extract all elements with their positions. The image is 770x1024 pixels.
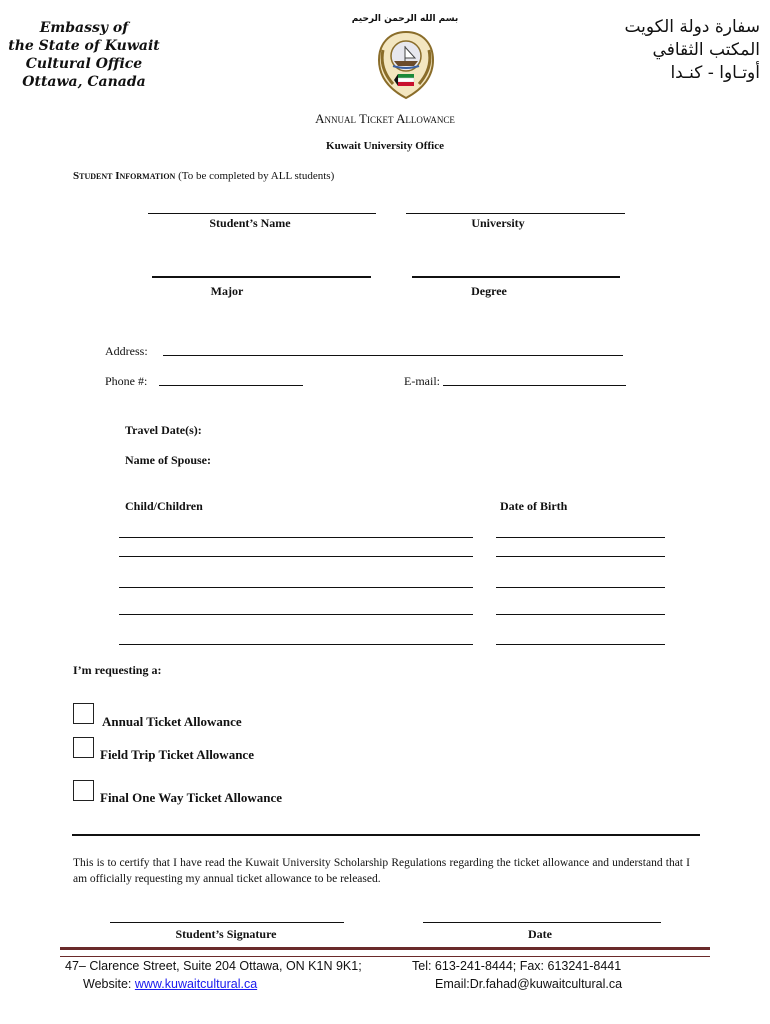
arabic-line-3: أوتـاوا - كنـدا xyxy=(670,63,760,83)
embassy-english-block xyxy=(8,19,160,91)
date-label: Date xyxy=(528,927,552,941)
dob-line-3[interactable] xyxy=(496,587,665,588)
arabic-line-2: المكتب الثقافي xyxy=(652,40,760,60)
dob-line-5[interactable] xyxy=(496,644,665,645)
embassy-arabic-block xyxy=(595,16,760,85)
final-one-way-label: Final One Way Ticket Allowance xyxy=(100,790,283,805)
degree-label: Degree xyxy=(471,284,507,298)
phone-line[interactable] xyxy=(159,385,303,386)
child-line-5[interactable] xyxy=(119,644,473,645)
footer-website-link[interactable]: www.kuwaitcultural.ca xyxy=(134,977,258,991)
student-info-heading-row xyxy=(73,170,334,182)
request-label: I’m requesting a: xyxy=(73,663,162,677)
child-line-1[interactable] xyxy=(119,537,473,538)
travel-dates-label: Travel Date(s): xyxy=(125,423,202,437)
university-label: University xyxy=(471,216,525,230)
field-trip-label: Field Trip Ticket Allowance xyxy=(100,747,254,762)
student-name-line[interactable] xyxy=(148,213,376,214)
child-line-4[interactable] xyxy=(119,614,473,615)
student-info-heading: Student Information xyxy=(73,170,176,182)
certification-text: This is to certify that I have read the Kuwait University Scholarship Regulations regarding the ticket allowance and understand that I am officially requesting my annual ticket allowance to be released. xyxy=(73,857,690,885)
student-signature-label: Student’s Signature xyxy=(175,927,277,941)
address-line[interactable] xyxy=(163,355,623,356)
embassy-line-2: the State of Kuwait xyxy=(8,38,160,54)
annual-ticket-label: Annual Ticket Allowance xyxy=(102,714,242,729)
embassy-line-4: Ottawa, Canada xyxy=(22,74,146,90)
major-line[interactable] xyxy=(152,276,371,278)
date-line[interactable] xyxy=(423,922,661,923)
footer-email: Email:Dr.fahad@kuwaitcultural.ca xyxy=(435,977,623,991)
degree-line[interactable] xyxy=(412,276,620,278)
form-subtitle: Kuwait University Office xyxy=(326,140,444,152)
footer-tel: Tel: 613-241-8444; Fax: 613241-8441 xyxy=(412,959,622,973)
footer-website-label: Website: xyxy=(83,977,135,991)
footer-website-row xyxy=(65,975,405,993)
dob-line-1[interactable] xyxy=(496,537,665,538)
footer-rule xyxy=(60,947,710,957)
final-one-way-checkbox[interactable] xyxy=(73,780,94,801)
dob-line-4[interactable] xyxy=(496,614,665,615)
footer-address: 47– Clarence Street, Suite 204 Ottawa, ON K1N 9K1; xyxy=(65,959,362,973)
children-label: Child/Children xyxy=(125,499,203,513)
embassy-line-3: Cultural Office xyxy=(25,56,143,72)
bismillah: بسم الله الرحمن الرحيم xyxy=(351,14,459,24)
dob-label: Date of Birth xyxy=(500,499,568,513)
field-trip-checkbox[interactable] xyxy=(73,737,94,758)
footer-left xyxy=(65,957,405,993)
footer-right xyxy=(412,957,702,993)
email-line[interactable] xyxy=(443,385,626,386)
student-name-label: Student’s Name xyxy=(209,216,291,230)
student-info-note: (To be completed by ALL students) xyxy=(178,170,335,182)
major-label: Major xyxy=(210,284,244,298)
arabic-line-1: سفارة دولة الكويت xyxy=(624,17,760,37)
university-line[interactable] xyxy=(406,213,625,214)
form-title: Annual Ticket Allowance xyxy=(315,111,455,126)
kuwait-emblem-logo xyxy=(375,28,437,100)
student-signature-line[interactable] xyxy=(110,922,344,923)
section-divider xyxy=(72,834,700,836)
annual-ticket-checkbox[interactable] xyxy=(73,703,94,724)
email-label: E-mail: xyxy=(404,374,440,388)
spouse-label: Name of Spouse: xyxy=(125,453,211,467)
embassy-line-1: Embassy of xyxy=(39,20,129,36)
phone-label: Phone #: xyxy=(105,374,148,388)
child-line-2[interactable] xyxy=(119,556,473,557)
child-line-3[interactable] xyxy=(119,587,473,588)
address-label: Address: xyxy=(105,344,148,358)
dob-line-2[interactable] xyxy=(496,556,665,557)
